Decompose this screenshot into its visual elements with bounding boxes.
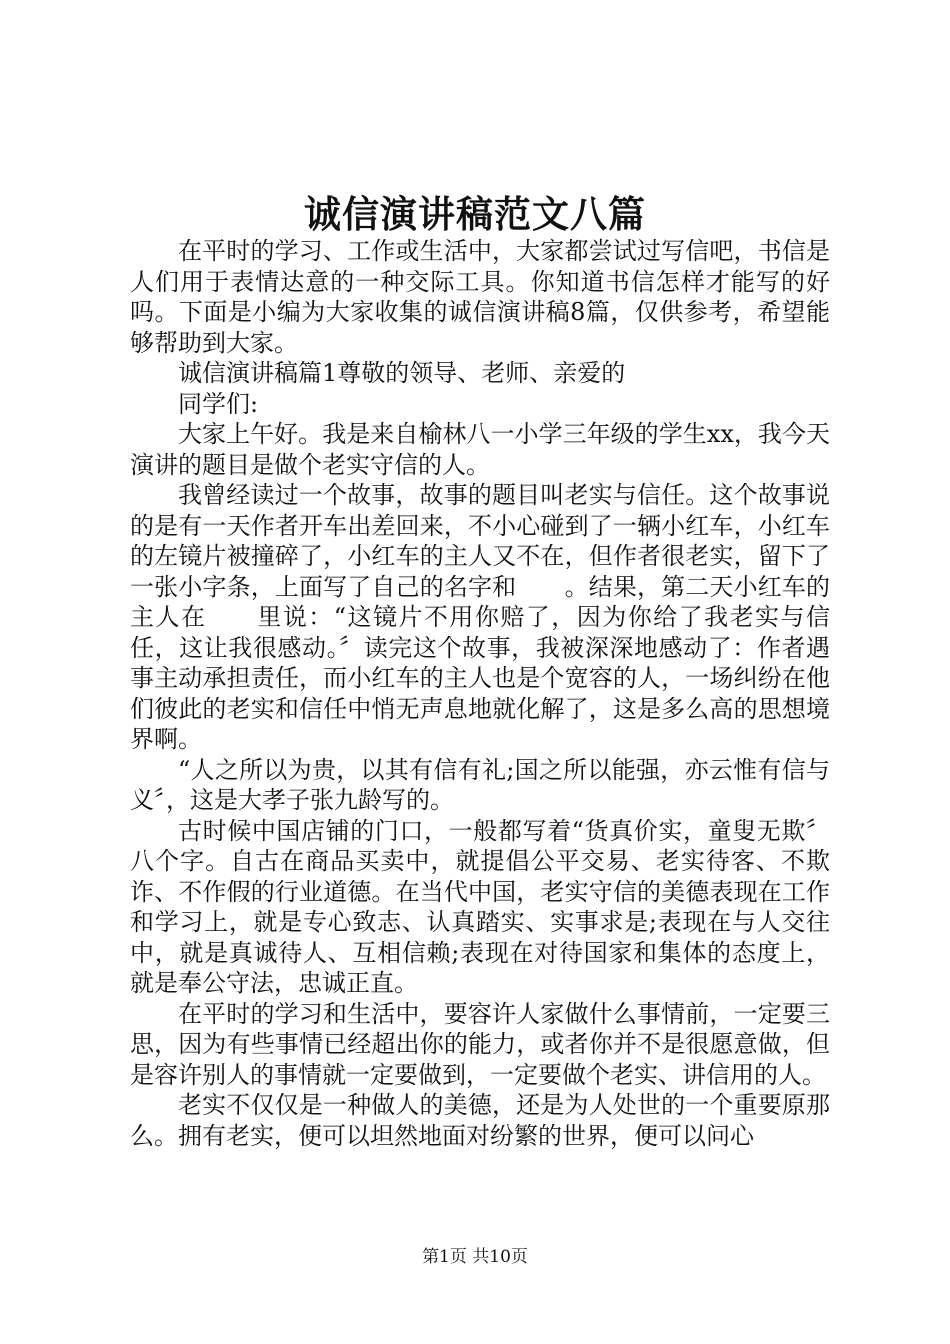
- paragraph: 大家上午好。我是来自榆林八一小学三年级的学生xx，我今天演讲的题目是做个老实守信的人。: [130, 420, 830, 479]
- paragraph: 我曾经读过一个故事，故事的题目叫老实与信任。这个故事说的是有一天作者开车出差回来，不小心碰到了一辆小红车，小红车的左镜片被撞碎了，小红车的主人又不在，但作者很老实，留下了一张小字条，上面写了自己的名字和 。结果，第二天小红车的主人在 里说：“这镜片不用你赔了，因为你给了我老实与信任，这让我很感动。〞读完这个故事，我被深深地感动了：作者遇事主动承担责任，而小红车的主人也是个宽容的人，一场纠纷在他们彼此的老实和信任中悄无声息地就化解了，这是多么高的思想境界啊。: [130, 481, 830, 753]
- paragraph: 在平时的学习、工作或生活中，大家都尝试过写信吧，书信是人们用于表情达意的一种交际工具。你知道书信怎样才能写的好吗。下面是小编为大家收集的诚信演讲稿8篇，仅供参考，希望能够帮助到大家。: [130, 237, 830, 357]
- document-body: [130, 236, 830, 1151]
- paragraph: 古时候中国店铺的门口，一般都写着“货真价实，童叟无欺〞八个字。自古在商品买卖中，就提倡公平交易、老实待客、不欺诈、不作假的行业道德。在当代中国，老实守信的美德表现在工作和学习上，就是专心致志、认真踏实、实事求是;表现在与人交往中，就是真诚待人、互相信赖;表现在对待国家和集体的态度上，就是奉公守法，忠诚正直。: [130, 816, 830, 997]
- page-number-footer: 第1页 共10页: [422, 1247, 528, 1267]
- paragraph: 同学们:: [178, 389, 259, 418]
- paragraph: 诚信演讲稿篇1尊敬的领导、老师、亲爱的: [178, 359, 626, 387]
- paragraph: “人之所以为贵，以其有信有礼;国之所以能强，亦云惟有信与义〞，这是大孝子张九龄写的。: [130, 755, 830, 814]
- paragraph: 老实不仅仅是一种做人的美德，还是为人处世的一个重要原那么。拥有老实，便可以坦然地面对纷繁的世界，便可以问心: [130, 1091, 830, 1150]
- document-title: 诚信演讲稿范文八篇: [304, 192, 646, 236]
- paragraph: 在平时的学习和生活中，要容许人家做什么事情前，一定要三思，因为有些事情已经超出你的能力，或者你并不是很愿意做，但是容许别人的事情就一定要做到，一定要做个老实、讲信用的人。: [130, 999, 830, 1089]
